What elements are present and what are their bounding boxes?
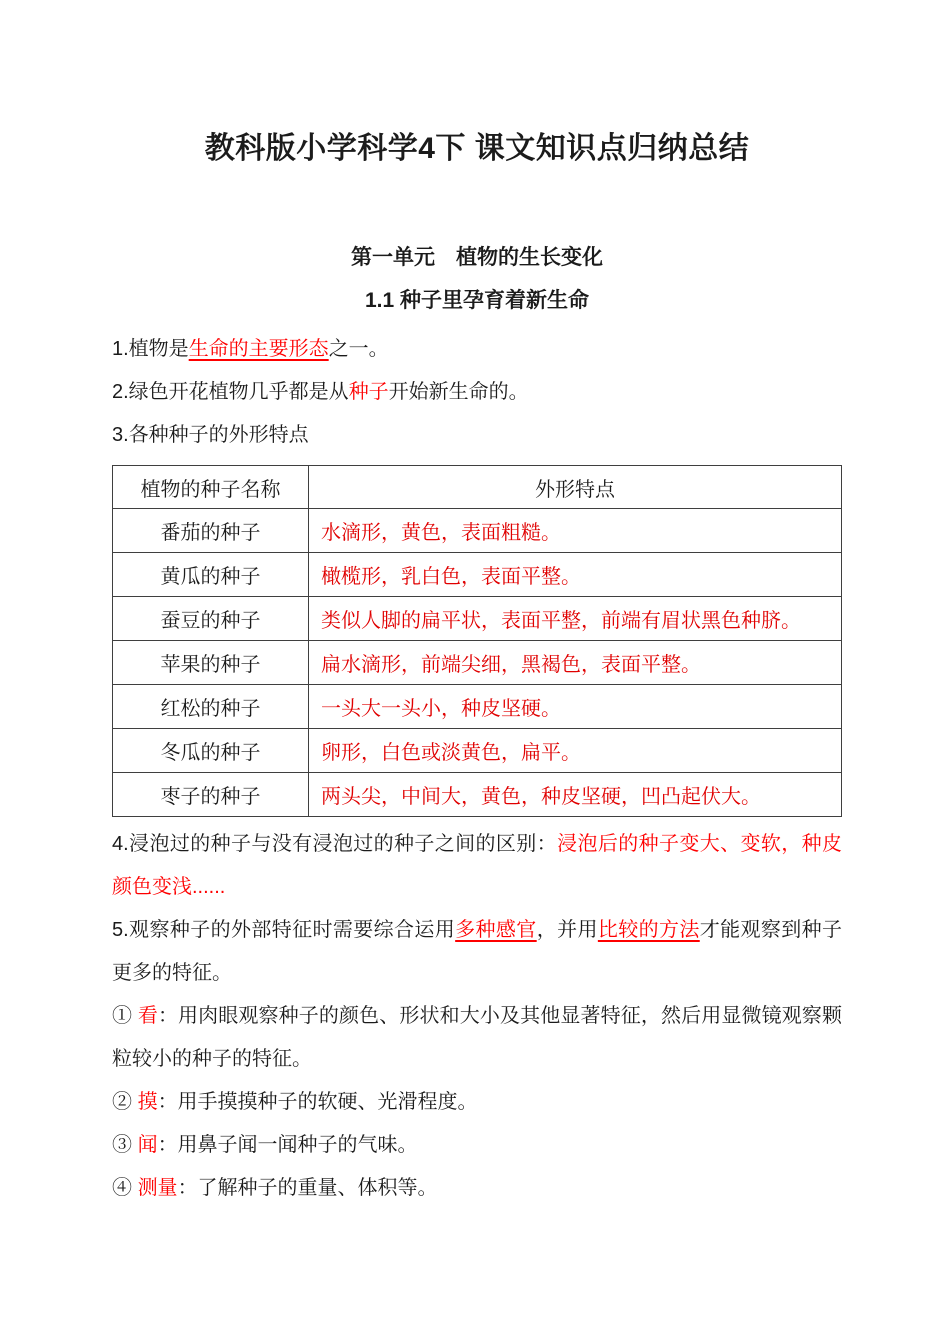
point-2 xyxy=(112,371,842,414)
seed-name: 苹果的种子 xyxy=(113,641,309,685)
seed-feature: 水滴形，黄色，表面粗糙。 xyxy=(309,509,842,553)
unit-heading: 第一单元 植物的生长变化 xyxy=(351,245,603,269)
table-row xyxy=(113,729,842,773)
table-header-feature: 外形特点 xyxy=(309,466,842,509)
table-header-seed-name: 植物的种子名称 xyxy=(113,466,309,509)
point-4 xyxy=(112,823,842,909)
circled-number: ③ xyxy=(112,1134,132,1157)
method-desc: ：用肉眼观察种子的颜色、形状和大小及其他显著特征，然后用显微镜观察颗粒较小的种子的特征。 xyxy=(112,1005,843,1071)
seed-name: 枣子的种子 xyxy=(113,773,309,817)
point-1-text: 1.植物是 xyxy=(112,338,189,361)
method-name: 摸 xyxy=(137,1091,158,1114)
point-5 xyxy=(112,909,842,995)
table-row xyxy=(113,553,842,597)
seed-name: 蚕豆的种子 xyxy=(113,597,309,641)
point-3 xyxy=(112,414,842,457)
method-name: 看 xyxy=(137,1005,158,1028)
point-5-text: 5.观察种子的外部特征时需要综合运用 xyxy=(112,919,456,942)
page-title: 教科版小学科学4下 课文知识点归纳总结 xyxy=(204,132,750,165)
method-item-smell xyxy=(112,1124,842,1167)
table-row xyxy=(113,773,842,817)
seed-name: 冬瓜的种子 xyxy=(113,729,309,773)
seed-feature: 卵形，白色或淡黄色，扁平。 xyxy=(309,729,842,773)
point-1-tail: 之一。 xyxy=(328,338,389,361)
method-name: 测量 xyxy=(137,1177,178,1200)
table-row xyxy=(113,641,842,685)
method-desc: ：用手摸摸种子的软硬、光滑程度。 xyxy=(157,1091,478,1114)
seed-name: 红松的种子 xyxy=(113,685,309,729)
seed-features-table xyxy=(112,465,842,817)
table-row xyxy=(113,597,842,641)
table-row xyxy=(113,509,842,553)
seed-feature: 一头大一头小，种皮坚硬。 xyxy=(309,685,842,729)
point-3-text: 3.各种种子的外形特点 xyxy=(112,424,309,447)
method-desc: ：了解种子的重量、体积等。 xyxy=(177,1177,438,1200)
point-2-highlight: 种子 xyxy=(348,381,389,404)
seed-feature: 两头尖，中间大，黄色，种皮坚硬，凹凸起伏大。 xyxy=(309,773,842,817)
point-2-tail: 开始新生命的。 xyxy=(388,381,529,404)
seed-feature: 类似人脚的扁平状，表面平整，前端有眉状黑色种脐。 xyxy=(309,597,842,641)
table-header-row xyxy=(113,466,842,509)
circled-number: ④ xyxy=(112,1177,132,1200)
circled-number: ① xyxy=(112,1005,133,1028)
method-item-look xyxy=(112,995,842,1081)
point-5-tail: 才能观察到种子更多的特征。 xyxy=(112,919,843,985)
table-row xyxy=(113,685,842,729)
point-4-highlight: 浸泡后的种子变大、变软，种皮颜色变浅...... xyxy=(112,833,843,899)
point-5-mid: ，并用 xyxy=(536,919,598,942)
point-5-highlight-senses: 多种感官 xyxy=(455,919,537,942)
lesson-body xyxy=(112,328,842,1210)
lesson-heading: 1.1 种子里孕育着新生命 xyxy=(364,288,590,312)
circled-number: ② xyxy=(112,1091,132,1114)
method-name: 闻 xyxy=(137,1134,158,1157)
point-1 xyxy=(112,328,842,371)
seed-name: 番茄的种子 xyxy=(113,509,309,553)
method-item-touch xyxy=(112,1081,842,1124)
point-2-text: 2.绿色开花植物几乎都是从 xyxy=(112,381,349,404)
method-item-measure xyxy=(112,1167,842,1210)
seed-name: 黄瓜的种子 xyxy=(113,553,309,597)
point-5-highlight-compare: 比较的方法 xyxy=(597,919,700,942)
seed-feature: 扁水滴形，前端尖细，黑褐色，表面平整。 xyxy=(309,641,842,685)
point-1-highlight: 生命的主要形态 xyxy=(188,338,329,361)
point-4-text: 4.浸泡过的种子与没有浸泡过的种子之间的区别： xyxy=(112,833,558,856)
seed-feature: 橄榄形，乳白色，表面平整。 xyxy=(309,553,842,597)
method-desc: ：用鼻子闻一闻种子的气味。 xyxy=(157,1134,418,1157)
